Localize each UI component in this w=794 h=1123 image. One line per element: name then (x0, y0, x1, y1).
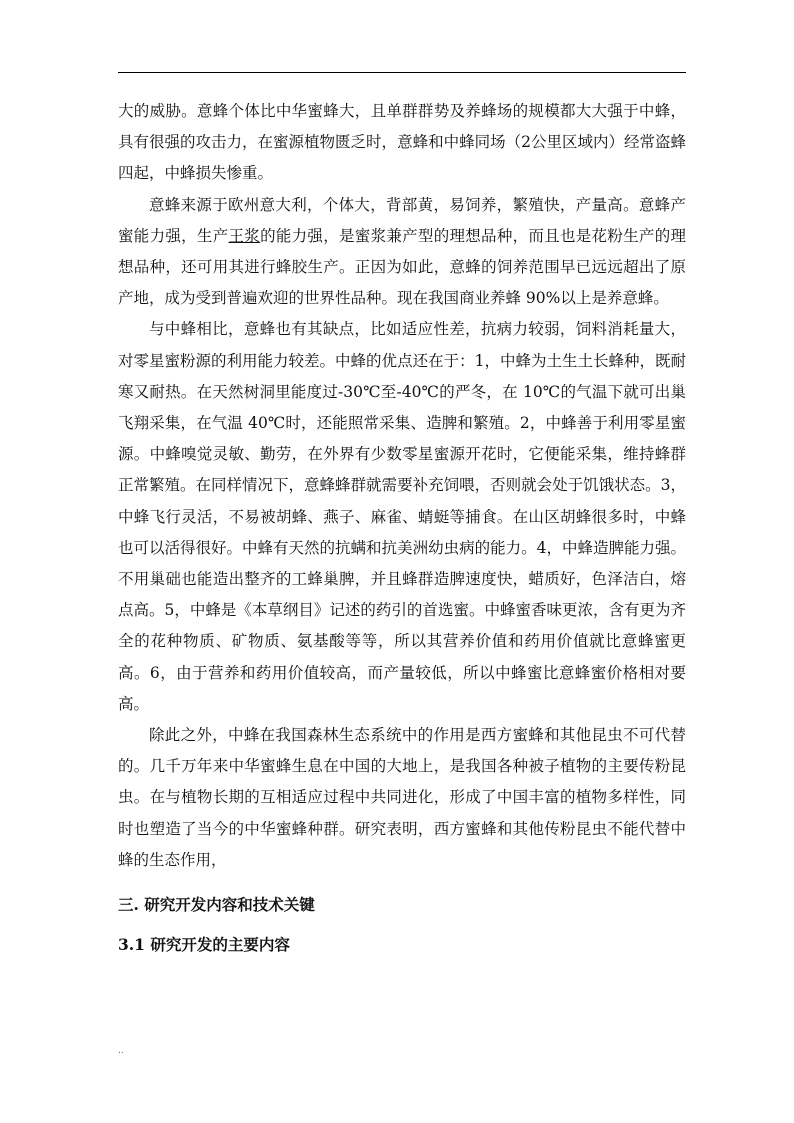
paragraph-threat: 大的威胁。意蜂个体比中华蜜蜂大，且单群群势及养蜂场的规模都大大强于中蜂，具有很强的攻击力，在蜜源植物匮乏时，意蜂和中蜂同场（2公里区域内）经常盗蜂四起，中蜂损失惨重。 (118, 102, 686, 183)
paragraph-italian-bee-text-b: 的能力强，是蜜浆兼产型的理想品种，而且也是花粉生产的理想品种，还可用其进行蜂胶生产。正因为如此，意蜂的饲养范围早已远远超出了原产地，成为受到普遍欢迎的世界性品种。现在我国商业养蜂 90%以上是养意蜂。 (118, 226, 686, 308)
section-heading-3: 三. 研究开发内容和技术关键 (118, 895, 315, 915)
header-rule (118, 72, 686, 73)
footer-mark: .. (118, 1046, 124, 1056)
royal-jelly-link[interactable]: 王浆 (228, 226, 261, 245)
paragraph-chinese-bee-advantages: 与中蜂相比，意蜂也有其缺点，比如适应性差，抗病力较弱，饲料消耗量大，对零星蜜粉源的利用能力较差。中蜂的优点还在于：1，中蜂为土生土长蜂种，既耐寒又耐热。在天然树洞里能度过-30℃至-40℃的严冬，在 10℃的气温下就可出巢飞翔采集，在气温 40℃时，还能照常采集、造脾和繁殖。2，中蜂善于利用零星蜜源。中蜂嗅觉灵敏、勤劳，在外界有少数零星蜜源开花时，它便能采集，维持蜂群正常繁殖。在同样情况下，意蜂蜂群就需要补充饲喂，否则就会处于饥饿状态。3，中蜂飞行灵活，不易被胡蜂、燕子、麻雀、蜻蜓等捕食。在山区胡蜂很多时，中蜂也可以活得很好。中蜂有天然的抗螨和抗美洲幼虫病的能力。4，中蜂造脾能力强。不用巢础也能造出整齐的工蜂巢脾，并且蜂群造脾速度快，蜡质好，色泽洁白，熔点高。5，中蜂是《本草纲目》记述的药引的首选蜜。中蜂蜜香味更浓，含有更为齐全的花种物质、矿物质、氨基酸等等，所以其营养价值和药用价值就比意蜂蜜更高。6，由于营养和药用价值较高，而产量较低，所以中蜂蜜比意蜂蜜价格相对要高。 (118, 320, 686, 713)
document-body (118, 96, 686, 960)
paragraph-italian-bee-text-a: 意蜂来源于欧州意大利，个体大，背部黄，易饲养，繁殖快，产量高。意蜂产蜜能力强，生产 (118, 195, 686, 245)
section-heading-3-1: 3.1 研究开发的主要内容 (118, 935, 290, 955)
paragraph-italian-bee (118, 190, 686, 315)
paragraph-ecological-role: 除此之外，中蜂在我国森林生态系统中的作用是西方蜜蜂和其他昆虫不可代替的。几千万年来中华蜜蜂生息在中国的大地上，是我国各种被子植物的主要传粉昆虫。在与植物长期的互相适应过程中共同进化，形成了中国丰富的植物多样性，同时也塑造了当今的中华蜜蜂种群。研究表明，西方蜜蜂和其他传粉昆虫不能代替中蜂的生态作用， (118, 726, 686, 869)
